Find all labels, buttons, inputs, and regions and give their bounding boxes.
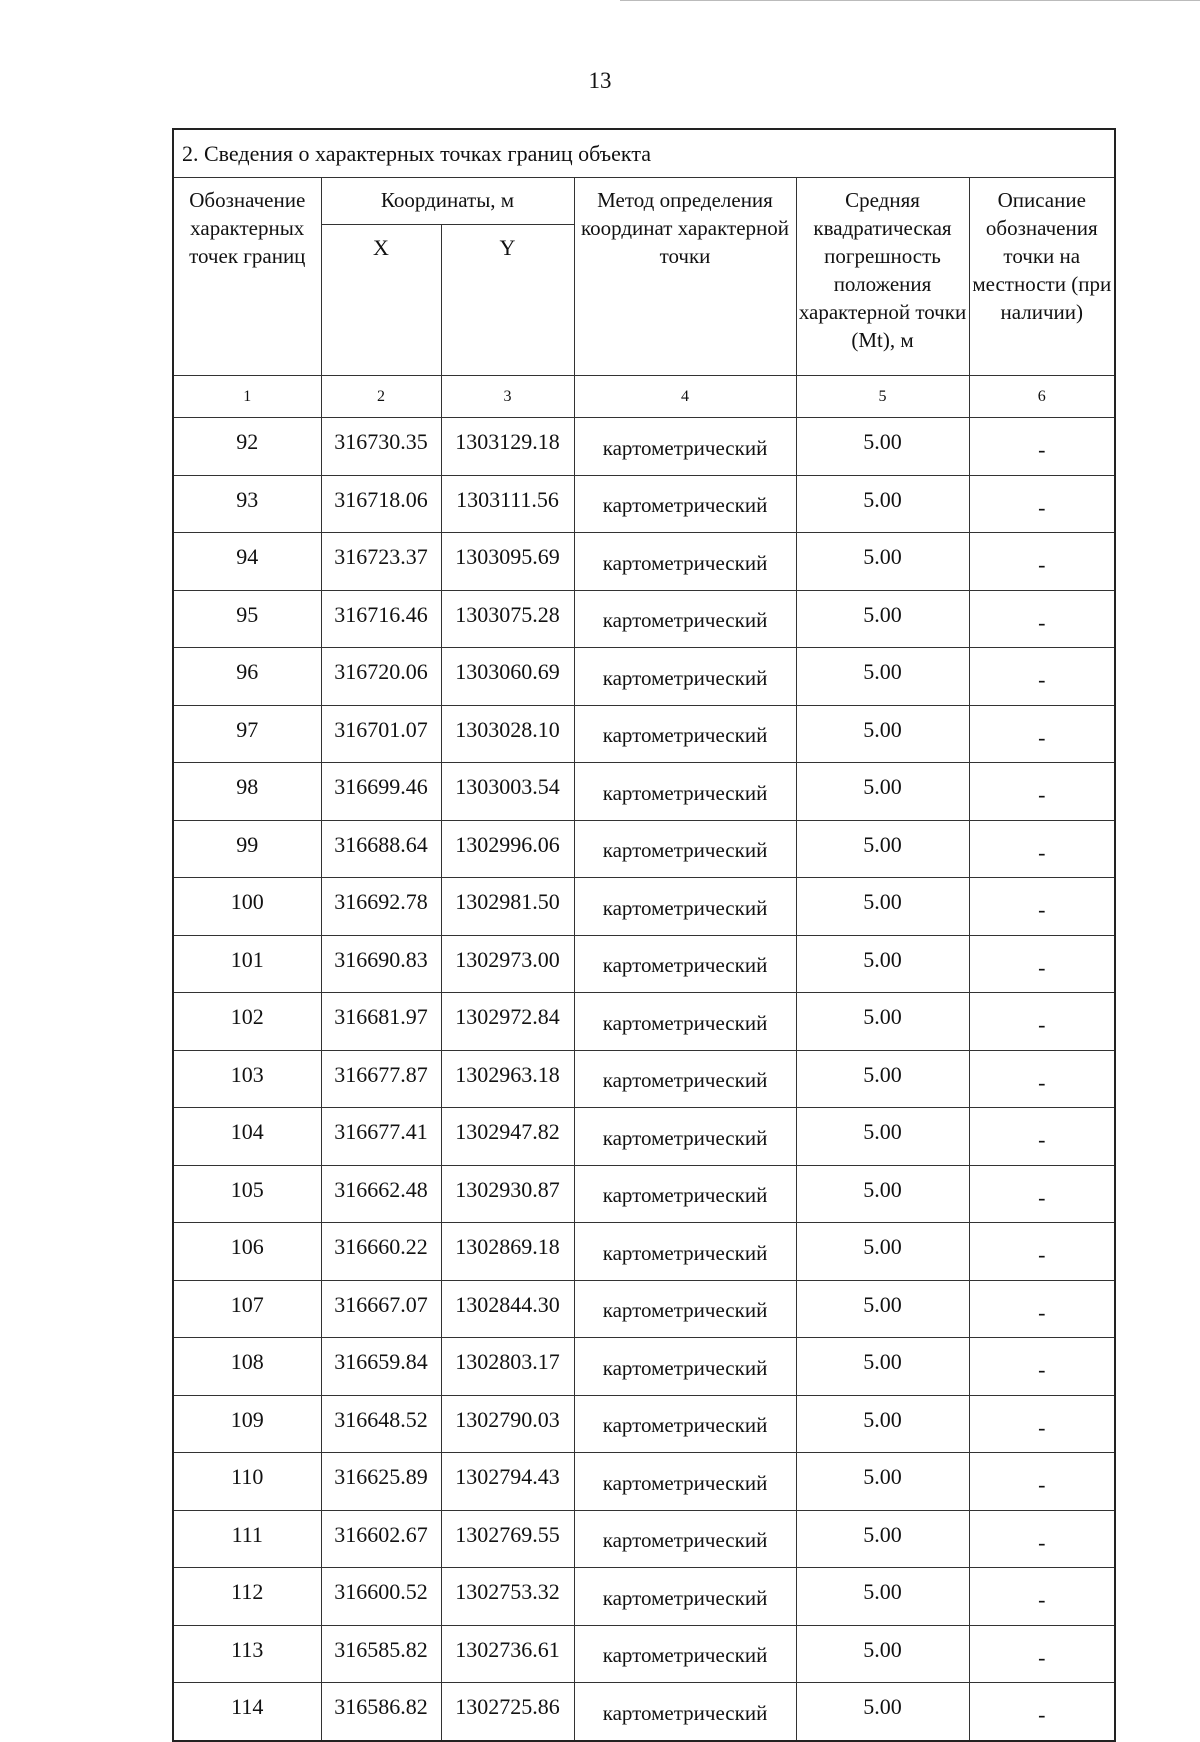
coord-x-cell: 316625.89 xyxy=(321,1453,441,1511)
mean-error-cell: 5.00 xyxy=(796,1165,969,1223)
mean-error-cell: 5.00 xyxy=(796,993,969,1051)
coord-y-cell: 1302736.61 xyxy=(441,1625,574,1683)
method-cell: картометрический xyxy=(574,648,796,706)
column-number: 3 xyxy=(441,376,574,418)
description-cell: - xyxy=(969,1625,1115,1683)
mean-error-cell: 5.00 xyxy=(796,1568,969,1626)
method-cell: картометрический xyxy=(574,590,796,648)
coord-x-cell: 316677.87 xyxy=(321,1050,441,1108)
mean-error-cell: 5.00 xyxy=(796,878,969,936)
point-number-cell: 100 xyxy=(173,878,321,936)
coord-x-cell: 316667.07 xyxy=(321,1280,441,1338)
description-cell: - xyxy=(969,648,1115,706)
coord-x-cell: 316720.06 xyxy=(321,648,441,706)
description-cell: - xyxy=(969,763,1115,821)
mean-error-cell: 5.00 xyxy=(796,1108,969,1166)
table-row xyxy=(173,1625,1115,1683)
method-cell: картометрический xyxy=(574,1050,796,1108)
mean-error-cell: 5.00 xyxy=(796,763,969,821)
method-cell: картометрический xyxy=(574,935,796,993)
method-cell: картометрический xyxy=(574,418,796,476)
table-body xyxy=(173,418,1115,1741)
point-number-cell: 95 xyxy=(173,590,321,648)
table-row xyxy=(173,590,1115,648)
table-row xyxy=(173,935,1115,993)
coord-x-cell: 316602.67 xyxy=(321,1510,441,1568)
coord-y-cell: 1303111.56 xyxy=(441,475,574,533)
coord-y-cell: 1303075.28 xyxy=(441,590,574,648)
page-number: 13 xyxy=(588,68,612,93)
coord-x-cell: 316690.83 xyxy=(321,935,441,993)
coord-y-cell: 1302947.82 xyxy=(441,1108,574,1166)
point-number-cell: 110 xyxy=(173,1453,321,1511)
table-row xyxy=(173,878,1115,936)
coord-x-cell: 316681.97 xyxy=(321,993,441,1051)
table-row xyxy=(173,993,1115,1051)
point-number-cell: 109 xyxy=(173,1395,321,1453)
mean-error-cell: 5.00 xyxy=(796,418,969,476)
coord-y-cell: 1303003.54 xyxy=(441,763,574,821)
table-row xyxy=(173,763,1115,821)
description-cell: - xyxy=(969,1050,1115,1108)
coord-y-cell: 1302790.03 xyxy=(441,1395,574,1453)
point-number-cell: 93 xyxy=(173,475,321,533)
table-row xyxy=(173,1108,1115,1166)
coord-y-cell: 1303095.69 xyxy=(441,533,574,591)
method-cell: картометрический xyxy=(574,993,796,1051)
point-number-cell: 97 xyxy=(173,705,321,763)
boundary-points-table xyxy=(172,128,1116,1742)
description-cell: - xyxy=(969,1165,1115,1223)
coord-y-cell: 1302972.84 xyxy=(441,993,574,1051)
method-cell: картометрический xyxy=(574,763,796,821)
mean-error-cell: 5.00 xyxy=(796,1683,969,1741)
coord-y-cell: 1302930.87 xyxy=(441,1165,574,1223)
coord-x-cell: 316585.82 xyxy=(321,1625,441,1683)
method-cell: картометрический xyxy=(574,1280,796,1338)
description-cell: - xyxy=(969,993,1115,1051)
coord-y-cell: 1302869.18 xyxy=(441,1223,574,1281)
mean-error-cell: 5.00 xyxy=(796,648,969,706)
description-cell: - xyxy=(969,1453,1115,1511)
coord-x-cell: 316660.22 xyxy=(321,1223,441,1281)
coord-x-cell: 316677.41 xyxy=(321,1108,441,1166)
coord-y-cell: 1302981.50 xyxy=(441,878,574,936)
description-cell: - xyxy=(969,1510,1115,1568)
description-cell: - xyxy=(969,418,1115,476)
table-row xyxy=(173,820,1115,878)
column-number: 2 xyxy=(321,376,441,418)
column-number-row xyxy=(173,376,1115,418)
coord-y-cell: 1302769.55 xyxy=(441,1510,574,1568)
mean-error-cell: 5.00 xyxy=(796,1280,969,1338)
header-coordinates: Координаты, м xyxy=(321,178,574,225)
method-cell: картометрический xyxy=(574,1510,796,1568)
description-cell: - xyxy=(969,1280,1115,1338)
method-cell: картометрический xyxy=(574,1568,796,1626)
description-cell: - xyxy=(969,475,1115,533)
column-number: 5 xyxy=(796,376,969,418)
method-cell: картометрический xyxy=(574,820,796,878)
table-row xyxy=(173,648,1115,706)
coord-x-cell: 316701.07 xyxy=(321,705,441,763)
mean-error-cell: 5.00 xyxy=(796,820,969,878)
coord-y-cell: 1303129.18 xyxy=(441,418,574,476)
point-number-cell: 103 xyxy=(173,1050,321,1108)
coord-y-cell: 1302725.86 xyxy=(441,1683,574,1741)
table-row xyxy=(173,1395,1115,1453)
header-designation: Обозначение характерных точек границ xyxy=(173,178,321,376)
mean-error-cell: 5.00 xyxy=(796,590,969,648)
mean-error-cell: 5.00 xyxy=(796,475,969,533)
coord-y-cell: 1302996.06 xyxy=(441,820,574,878)
method-cell: картометрический xyxy=(574,1625,796,1683)
coord-x-cell: 316692.78 xyxy=(321,878,441,936)
coord-y-cell: 1302963.18 xyxy=(441,1050,574,1108)
coord-y-cell: 1303060.69 xyxy=(441,648,574,706)
table-row xyxy=(173,705,1115,763)
description-cell: - xyxy=(969,1338,1115,1396)
point-number-cell: 102 xyxy=(173,993,321,1051)
point-number-cell: 114 xyxy=(173,1683,321,1741)
description-cell: - xyxy=(969,1683,1115,1741)
mean-error-cell: 5.00 xyxy=(796,935,969,993)
header-method: Метод определения координат характерной точки xyxy=(574,178,796,376)
point-number-cell: 108 xyxy=(173,1338,321,1396)
header-error: Средняя квадратическая погрешность положения характерной точки (Mt), м xyxy=(796,178,969,376)
coord-x-cell: 316718.06 xyxy=(321,475,441,533)
point-number-cell: 96 xyxy=(173,648,321,706)
method-cell: картометрический xyxy=(574,705,796,763)
table-row xyxy=(173,1568,1115,1626)
coord-x-cell: 316730.35 xyxy=(321,418,441,476)
point-number-cell: 106 xyxy=(173,1223,321,1281)
table-row xyxy=(173,1165,1115,1223)
coord-x-cell: 316648.52 xyxy=(321,1395,441,1453)
coord-y-cell: 1303028.10 xyxy=(441,705,574,763)
method-cell: картометрический xyxy=(574,475,796,533)
table-row xyxy=(173,418,1115,476)
coord-x-cell: 316662.48 xyxy=(321,1165,441,1223)
point-number-cell: 105 xyxy=(173,1165,321,1223)
mean-error-cell: 5.00 xyxy=(796,1625,969,1683)
section-title: 2. Сведения о характерных точках границ объекта xyxy=(173,129,1115,178)
mean-error-cell: 5.00 xyxy=(796,1395,969,1453)
point-number-cell: 98 xyxy=(173,763,321,821)
mean-error-cell: 5.00 xyxy=(796,533,969,591)
description-cell: - xyxy=(969,1108,1115,1166)
coord-x-cell: 316723.37 xyxy=(321,533,441,591)
table-row xyxy=(173,533,1115,591)
description-cell: - xyxy=(969,705,1115,763)
table-row xyxy=(173,1338,1115,1396)
description-cell: - xyxy=(969,1568,1115,1626)
description-cell: - xyxy=(969,878,1115,936)
point-number-cell: 92 xyxy=(173,418,321,476)
table-row xyxy=(173,1683,1115,1741)
table-row xyxy=(173,1223,1115,1281)
mean-error-cell: 5.00 xyxy=(796,1223,969,1281)
point-number-cell: 94 xyxy=(173,533,321,591)
method-cell: картометрический xyxy=(574,1108,796,1166)
coord-y-cell: 1302844.30 xyxy=(441,1280,574,1338)
description-cell: - xyxy=(969,1223,1115,1281)
mean-error-cell: 5.00 xyxy=(796,1050,969,1108)
coord-y-cell: 1302794.43 xyxy=(441,1453,574,1511)
method-cell: картометрический xyxy=(574,878,796,936)
coord-y-cell: 1302753.32 xyxy=(441,1568,574,1626)
mean-error-cell: 5.00 xyxy=(796,1338,969,1396)
table-row xyxy=(173,1280,1115,1338)
point-number-cell: 111 xyxy=(173,1510,321,1568)
description-cell: - xyxy=(969,533,1115,591)
point-number-cell: 113 xyxy=(173,1625,321,1683)
point-number-cell: 99 xyxy=(173,820,321,878)
point-number-cell: 107 xyxy=(173,1280,321,1338)
column-number: 6 xyxy=(969,376,1115,418)
coord-y-cell: 1302973.00 xyxy=(441,935,574,993)
table-row xyxy=(173,1510,1115,1568)
coord-y-cell: 1302803.17 xyxy=(441,1338,574,1396)
description-cell: - xyxy=(969,590,1115,648)
header-x: X xyxy=(321,225,441,376)
scan-edge-line xyxy=(620,0,1200,1)
header-y: Y xyxy=(441,225,574,376)
mean-error-cell: 5.00 xyxy=(796,705,969,763)
description-cell: - xyxy=(969,1395,1115,1453)
coord-x-cell: 316688.64 xyxy=(321,820,441,878)
method-cell: картометрический xyxy=(574,1683,796,1741)
coord-x-cell: 316600.52 xyxy=(321,1568,441,1626)
table-row xyxy=(173,1050,1115,1108)
column-number: 1 xyxy=(173,376,321,418)
method-cell: картометрический xyxy=(574,533,796,591)
method-cell: картометрический xyxy=(574,1395,796,1453)
method-cell: картометрический xyxy=(574,1453,796,1511)
point-number-cell: 101 xyxy=(173,935,321,993)
coord-x-cell: 316699.46 xyxy=(321,763,441,821)
method-cell: картометрический xyxy=(574,1338,796,1396)
point-number-cell: 104 xyxy=(173,1108,321,1166)
description-cell: - xyxy=(969,935,1115,993)
coord-x-cell: 316716.46 xyxy=(321,590,441,648)
coord-x-cell: 316659.84 xyxy=(321,1338,441,1396)
mean-error-cell: 5.00 xyxy=(796,1510,969,1568)
method-cell: картометрический xyxy=(574,1223,796,1281)
point-number-cell: 112 xyxy=(173,1568,321,1626)
table-row xyxy=(173,1453,1115,1511)
coord-x-cell: 316586.82 xyxy=(321,1683,441,1741)
column-number: 4 xyxy=(574,376,796,418)
description-cell: - xyxy=(969,820,1115,878)
header-description: Описание обозначения точки на местности (при наличии) xyxy=(969,178,1115,376)
mean-error-cell: 5.00 xyxy=(796,1453,969,1511)
method-cell: картометрический xyxy=(574,1165,796,1223)
table-row xyxy=(173,475,1115,533)
